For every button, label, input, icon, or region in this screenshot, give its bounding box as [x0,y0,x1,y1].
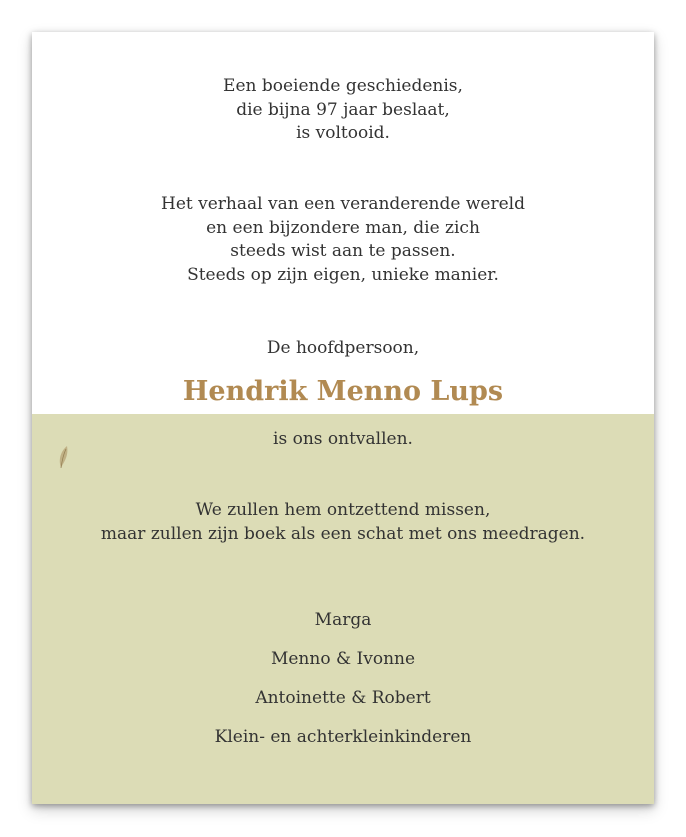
closing-line: maar zullen zijn boek als een schat met ons meedragen. [100,523,586,544]
family-list [32,609,654,765]
story-line: steeds wist aan te passen. [230,241,456,261]
intro-line: Een boeiende geschiedenis, [223,76,463,96]
passed-line [32,428,654,452]
closing-paragraph [32,499,654,546]
family-member: Menno & Ivonne [270,649,416,669]
lead-in [32,337,654,361]
story-line: Steeds op zijn eigen, unieke manier. [187,264,499,285]
family-member: Marga [314,610,372,630]
family-member: Klein- en achterkleinkinderen [214,727,472,747]
lead-in-text: De hoofdpersoon, [266,338,420,358]
passed-text: is ons ontvallen. [273,429,413,449]
deceased-name: Hendrik Menno Lups [182,376,504,407]
intro-line: is voltooid. [296,123,390,143]
intro-paragraph [32,75,654,146]
story-line: Het verhaal van een veranderende wereld [161,194,525,214]
story-line: en een bijzondere man, die zich [206,217,480,238]
closing-line: We zullen hem ontzettend missen, [195,500,491,520]
obituary-card [32,32,654,804]
intro-line: die bijna 97 jaar beslaat, [236,99,450,120]
story-paragraph [32,193,654,287]
family-member: Antoinette & Robert [255,688,431,708]
